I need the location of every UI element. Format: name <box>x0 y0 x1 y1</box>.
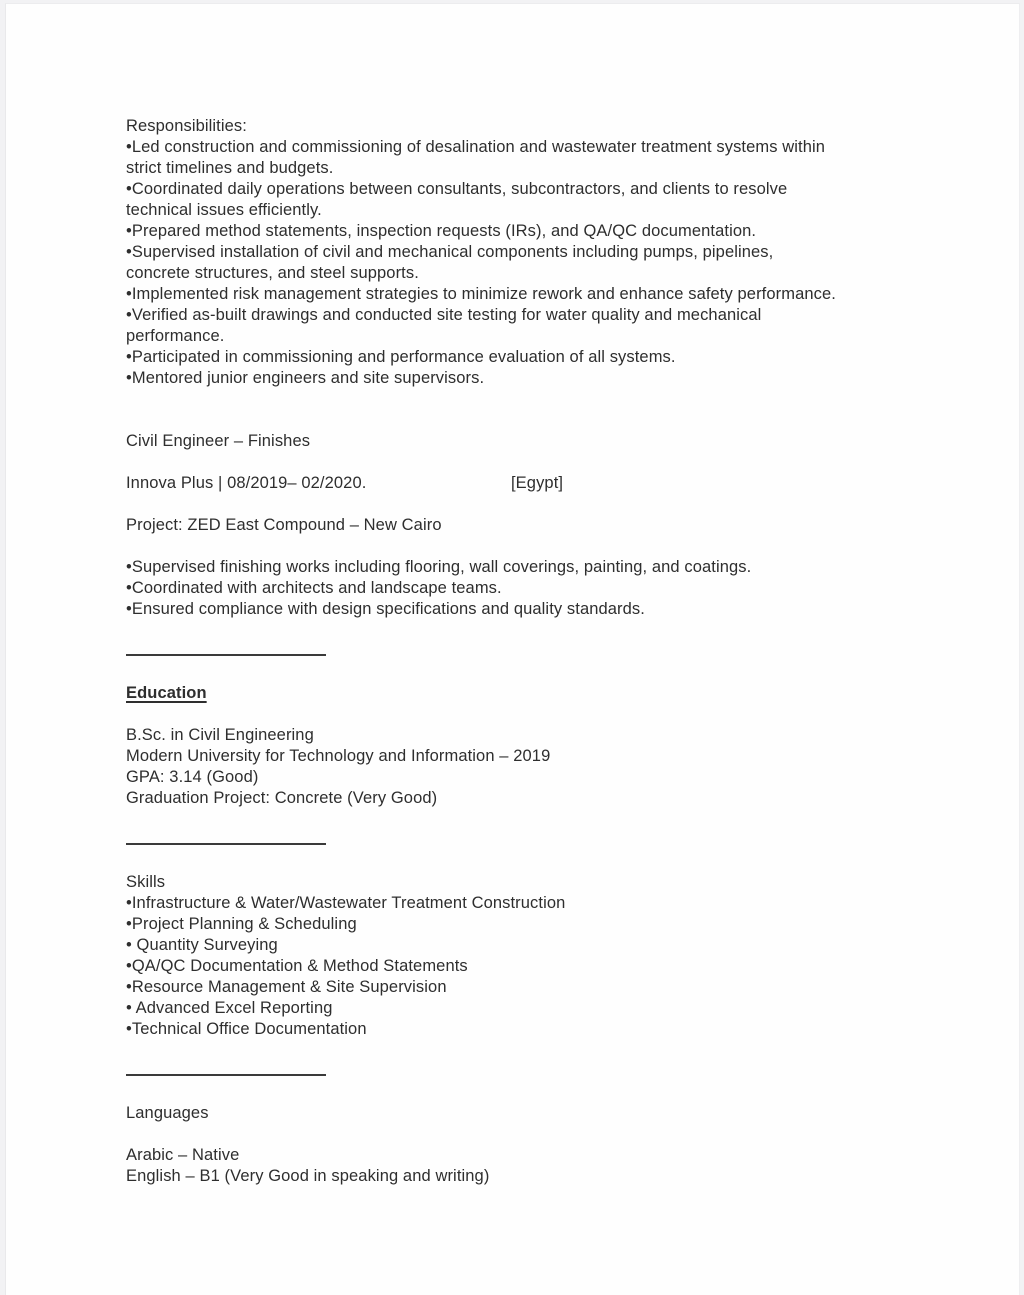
language-line: English – B1 (Very Good in speaking and writing) <box>126 1167 490 1185</box>
blank-line <box>126 809 1019 830</box>
responsibility-line: •Implemented risk management strategies to minimize rework and enhance safety performance. <box>126 285 836 303</box>
blank-line <box>126 410 1019 431</box>
responsibility-line: strict timelines and budgets. <box>126 159 334 177</box>
job-location: [Egypt] <box>511 474 564 492</box>
job-bullet: •Ensured compliance with design specifications and quality standards. <box>126 600 645 618</box>
divider-line <box>126 833 326 845</box>
skills-heading: Skills <box>126 873 166 891</box>
blank-line <box>126 1124 1019 1145</box>
responsibility-line: •Mentored junior engineers and site supervisors. <box>126 369 485 387</box>
education-line: GPA: 3.14 (Good) <box>126 768 259 786</box>
blank-line <box>126 851 1019 872</box>
skill-line: • Advanced Excel Reporting <box>126 999 333 1017</box>
skill-line: •QA/QC Documentation & Method Statements <box>126 957 468 975</box>
blank-line <box>126 536 1019 557</box>
responsibilities-heading: Responsibilities: <box>126 117 247 135</box>
responsibility-line: •Led construction and commissioning of desalination and wastewater treatment systems within <box>126 138 826 156</box>
job-title: Civil Engineer – Finishes <box>126 432 311 450</box>
blank-line <box>126 494 1019 515</box>
divider-line <box>126 1064 326 1076</box>
skill-line: •Infrastructure & Water/Wastewater Treatment Construction <box>126 894 566 912</box>
divider-line <box>126 644 326 656</box>
responsibility-line: •Supervised installation of civil and mechanical components including pumps, pipelines, <box>126 243 774 261</box>
blank-line <box>126 1082 1019 1103</box>
blank-line <box>126 452 1019 473</box>
responsibility-line: •Coordinated daily operations between consultants, subcontractors, and clients to resolve <box>126 180 788 198</box>
education-line: Modern University for Technology and Information – 2019 <box>126 747 551 765</box>
language-line: Arabic – Native <box>126 1146 240 1164</box>
responsibility-line: •Participated in commissioning and performance evaluation of all systems. <box>126 348 676 366</box>
education-line: B.Sc. in Civil Engineering <box>126 726 314 744</box>
responsibility-line: technical issues efficiently. <box>126 201 322 219</box>
skill-line: •Project Planning & Scheduling <box>126 915 357 933</box>
responsibility-line: performance. <box>126 327 225 345</box>
resume-page <box>5 3 1020 1295</box>
project-line: Project: ZED East Compound – New Cairo <box>126 516 442 534</box>
job-bullet: •Coordinated with architects and landscape teams. <box>126 579 502 597</box>
skill-line: •Technical Office Documentation <box>126 1020 367 1038</box>
education-heading: Education <box>126 684 207 702</box>
blank-line <box>126 1040 1019 1061</box>
skill-line: •Resource Management & Site Supervision <box>126 978 447 996</box>
blank-line <box>126 620 1019 641</box>
section-divider <box>126 641 1019 662</box>
blank-line <box>126 704 1019 725</box>
responsibility-line: •Prepared method statements, inspection requests (IRs), and QA/QC documentation. <box>126 222 757 240</box>
responsibility-line: •Verified as-built drawings and conducted site testing for water quality and mechanical <box>126 306 762 324</box>
section-divider <box>126 1061 1019 1082</box>
responsibility-line: concrete structures, and steel supports. <box>126 264 419 282</box>
job-meta-line <box>126 473 1019 494</box>
skill-line: • Quantity Surveying <box>126 936 278 954</box>
languages-heading: Languages <box>126 1104 209 1122</box>
blank-line <box>126 662 1019 683</box>
education-line: Graduation Project: Concrete (Very Good) <box>126 789 438 807</box>
job-bullet: •Supervised finishing works including flooring, wall coverings, painting, and coatings. <box>126 558 752 576</box>
blank-line <box>126 389 1019 410</box>
company-dates: Innova Plus | 08/2019– 02/2020. <box>126 474 367 492</box>
section-divider <box>126 830 1019 851</box>
